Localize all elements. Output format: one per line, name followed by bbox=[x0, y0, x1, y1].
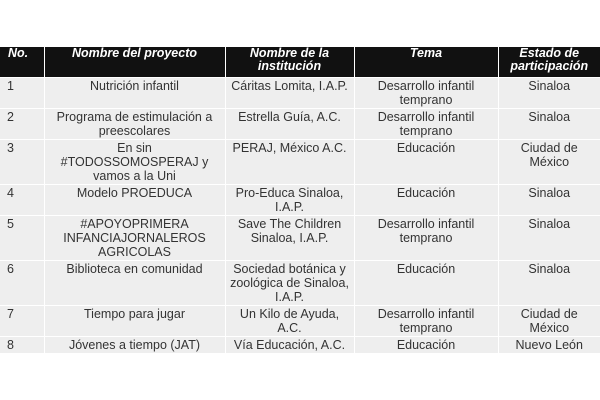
cell-state: Sinaloa bbox=[528, 185, 571, 200]
cell-institution: Un Kilo de Ayuda, A.C. bbox=[225, 305, 354, 336]
cell-institution: Sociedad botánica y zoológica de Sinaloa, I.A.P. bbox=[225, 260, 354, 305]
cell-no: 3 bbox=[0, 139, 44, 184]
cell-topic: Educación bbox=[354, 139, 498, 184]
table-row bbox=[0, 77, 600, 108]
cell-state: Sinaloa bbox=[528, 109, 571, 124]
cell-no: 5 bbox=[0, 215, 44, 260]
cell-no: 2 bbox=[0, 108, 44, 139]
table-row bbox=[0, 336, 600, 353]
cell-project: Biblioteca en comunidad bbox=[44, 260, 225, 305]
header-project-name: Nombre del proyecto bbox=[44, 47, 225, 77]
cell-project: Tiempo para jugar bbox=[44, 305, 225, 336]
header-institution-name: Nombre de la institución bbox=[225, 47, 354, 77]
header-state: Estado de participación bbox=[510, 46, 589, 73]
table-row bbox=[0, 305, 600, 336]
cell-no: 6 bbox=[0, 260, 44, 305]
cell-institution: Cáritas Lomita, I.A.P. bbox=[225, 77, 354, 108]
table-row bbox=[0, 108, 600, 139]
cell-no: 4 bbox=[0, 184, 44, 215]
table-row bbox=[0, 184, 600, 215]
table-row bbox=[0, 260, 600, 305]
cell-project: Modelo PROEDUCA bbox=[44, 184, 225, 215]
cell-topic: Desarrollo infantil temprano bbox=[354, 108, 498, 139]
cell-topic: Desarrollo infantil temprano bbox=[354, 215, 498, 260]
header-topic: Tema bbox=[354, 47, 498, 77]
cell-no: 8 bbox=[0, 336, 44, 353]
cell-topic: Educación bbox=[354, 260, 498, 305]
cell-state: Sinaloa bbox=[528, 261, 571, 276]
cell-state: Nuevo León bbox=[515, 337, 583, 352]
cell-institution: Save The Children Sinaloa, I.A.P. bbox=[225, 215, 354, 260]
header-no: No. bbox=[0, 47, 44, 77]
cell-state: Sinaloa bbox=[528, 216, 571, 231]
cell-project: Programa de estimulación a preescolares bbox=[44, 108, 225, 139]
cell-state: Ciudad de México bbox=[520, 306, 578, 335]
cell-project: En sin #TODOSSOMOSPERAJ y vamos a la Uni bbox=[44, 139, 225, 184]
cell-no: 1 bbox=[0, 77, 44, 108]
cell-project: #APOYOPRIMERA INFANCIAJORNALEROS AGRICOLAS bbox=[44, 215, 225, 260]
cell-topic: Educación bbox=[354, 336, 498, 353]
cell-state: Ciudad de México bbox=[520, 140, 578, 169]
table-header-row bbox=[0, 47, 600, 77]
cell-topic: Desarrollo infantil temprano bbox=[354, 305, 498, 336]
cell-institution: Estrella Guía, A.C. bbox=[225, 108, 354, 139]
cell-institution: Pro-Educa Sinaloa, I.A.P. bbox=[225, 184, 354, 215]
cell-institution: PERAJ, México A.C. bbox=[225, 139, 354, 184]
cell-project: Nutrición infantil bbox=[44, 77, 225, 108]
projects-table bbox=[0, 47, 600, 353]
cell-institution: Vía Educación, A.C. bbox=[225, 336, 354, 353]
table-row bbox=[0, 139, 600, 184]
cell-no: 7 bbox=[0, 305, 44, 336]
table-row bbox=[0, 215, 600, 260]
cell-state: Sinaloa bbox=[528, 78, 571, 93]
cell-topic: Desarrollo infantil temprano bbox=[354, 77, 498, 108]
cell-topic: Educación bbox=[354, 184, 498, 215]
cell-project: Jóvenes a tiempo (JAT) bbox=[44, 336, 225, 353]
